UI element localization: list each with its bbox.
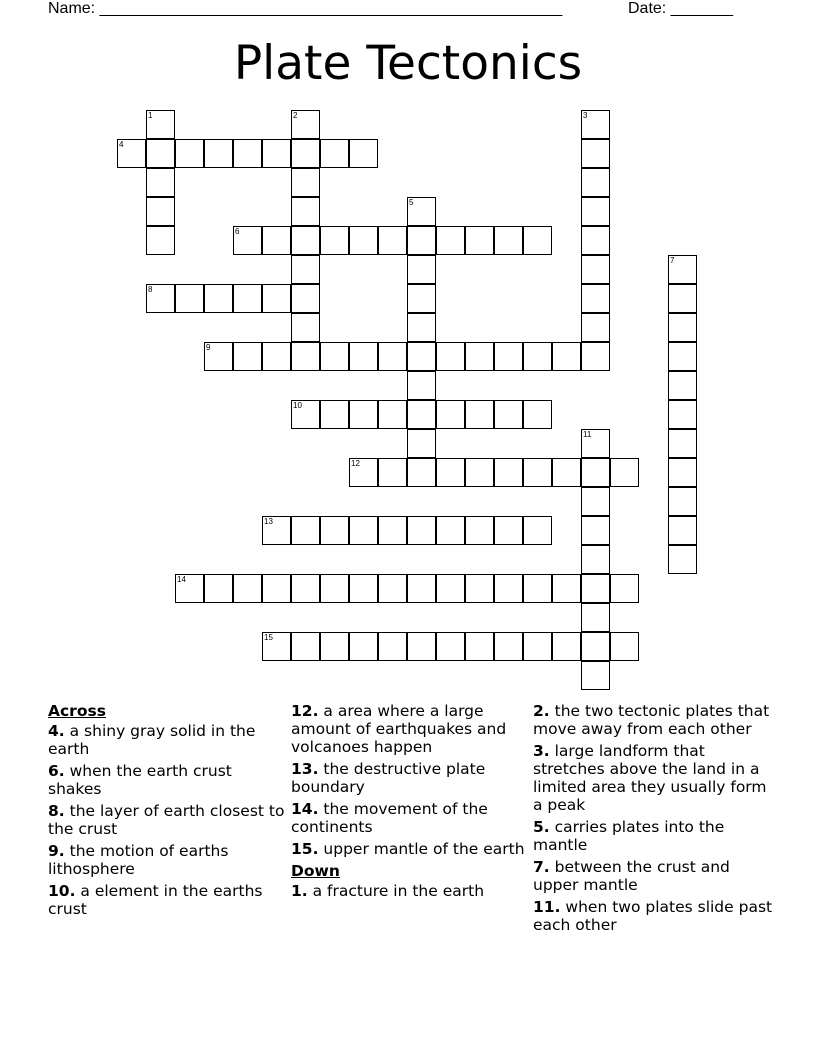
clue-down-11 [533,898,773,934]
clue-number: 10 [293,401,302,410]
crossword-cell[interactable] [407,313,436,342]
header [48,0,733,18]
crossword-cell[interactable] [581,603,610,632]
crossword-cell[interactable] [494,226,523,255]
clue-number: 11. [533,898,561,916]
crossword-cell[interactable] [291,342,320,371]
crossword-cell[interactable] [291,139,320,168]
crossword-cell[interactable] [581,487,610,516]
crossword-cell[interactable] [436,342,465,371]
crossword-cell[interactable] [320,139,349,168]
crossword-cell[interactable] [349,139,378,168]
crossword-cell[interactable] [378,632,407,661]
crossword-cell[interactable] [233,284,262,313]
crossword-cell[interactable] [378,342,407,371]
crossword-cell[interactable] [494,632,523,661]
crossword-cell[interactable] [291,226,320,255]
crossword-cell[interactable] [407,371,436,400]
clue-number: 7. [533,858,550,876]
crossword-cell[interactable] [436,574,465,603]
name-field[interactable]: Name: ____________________________________________________ [48,0,563,17]
crossword-cell[interactable] [581,342,610,371]
crossword-cell[interactable] [291,632,320,661]
clue-text: a shiny gray solid in the earth [48,722,256,758]
date-field[interactable]: Date: _______ [628,0,733,17]
clue-text: a fracture in the earth [312,882,485,900]
clues-column-3 [533,702,773,938]
crossword-cell[interactable] [581,255,610,284]
clue-down-7 [533,858,773,894]
crossword-cell[interactable] [407,284,436,313]
crossword-cell[interactable] [523,632,552,661]
crossword-cell[interactable] [494,458,523,487]
crossword-cell[interactable] [465,458,494,487]
crossword-cell[interactable] [668,313,697,342]
crossword-cell[interactable] [465,226,494,255]
crossword-cell[interactable] [291,168,320,197]
crossword-cell[interactable] [523,226,552,255]
crossword-cell[interactable] [146,168,175,197]
clue-number: 12. [291,702,319,720]
crossword-cell[interactable] [407,400,436,429]
crossword-cell[interactable] [523,516,552,545]
crossword-cell[interactable] [581,226,610,255]
clues-column-1 [48,702,286,922]
clue-across-4 [48,722,286,758]
crossword-cell[interactable] [668,284,697,313]
crossword-cell[interactable] [465,400,494,429]
clues-column-2 [291,702,529,904]
crossword-cell[interactable] [552,574,581,603]
clue-across-15 [291,840,529,858]
clue-down-3 [533,742,773,814]
clue-down-5 [533,818,773,854]
clue-number: 13 [264,517,273,526]
clue-text: large landform that stretches above the land in a limited area they usually form a peak [533,742,767,814]
crossword-cell[interactable] [436,632,465,661]
crossword-cell[interactable] [320,632,349,661]
crossword-cell[interactable] [262,574,291,603]
clue-number: 3 [583,111,588,120]
crossword-cell[interactable] [320,400,349,429]
crossword-cell[interactable] [233,139,262,168]
crossword-cell[interactable] [407,574,436,603]
crossword-cell[interactable] [407,226,436,255]
clue-across-8 [48,802,286,838]
crossword-cell[interactable] [146,197,175,226]
clue-number: 7 [670,256,675,265]
clue-number: 13. [291,760,319,778]
crossword-cell[interactable] [204,284,233,313]
crossword-cell[interactable] [523,400,552,429]
crossword-cell[interactable] [668,371,697,400]
clue-number: 12 [351,459,360,468]
clue-text: a area where a large amount of earthquakes and volcanoes happen [291,702,507,756]
clue-text: when the earth crust shakes [48,762,232,798]
clue-down-1 [291,882,529,900]
clue-number: 1 [148,111,153,120]
clue-number: 10. [48,882,76,900]
clue-number: 3. [533,742,550,760]
clue-text: carries plates into the mantle [533,818,725,854]
clue-text: upper mantle of the earth [323,840,525,858]
crossword-cell[interactable] [581,632,610,661]
crossword-cell[interactable] [320,574,349,603]
clue-across-9 [48,842,286,878]
crossword-cell[interactable] [349,632,378,661]
crossword-cell[interactable] [610,632,639,661]
crossword-cell[interactable] [465,632,494,661]
clue-number: 9 [206,343,211,352]
crossword-cell[interactable] [291,313,320,342]
crossword-cell[interactable] [407,458,436,487]
clue-number: 4 [119,140,124,149]
crossword-cell[interactable] [668,400,697,429]
crossword-cell[interactable] [581,458,610,487]
crossword-cell[interactable] [291,574,320,603]
crossword-cell[interactable] [494,574,523,603]
clue-number: 15. [291,840,319,858]
crossword-cell[interactable] [581,313,610,342]
crossword-cell[interactable] [378,400,407,429]
clue-number: 5 [409,198,414,207]
crossword-cell[interactable] [581,284,610,313]
crossword-cell[interactable] [349,400,378,429]
crossword-cell[interactable] [175,139,204,168]
clue-number: 1. [291,882,308,900]
crossword-cell[interactable] [175,284,204,313]
crossword-cell[interactable] [436,458,465,487]
clue-text: the movement of the continents [291,800,488,836]
crossword-cell[interactable] [291,255,320,284]
down-heading: Down [291,862,340,880]
clue-across-13 [291,760,529,796]
crossword-cell[interactable] [262,342,291,371]
clue-across-12 [291,702,529,756]
crossword-cell[interactable] [436,400,465,429]
crossword-cell[interactable] [610,458,639,487]
crossword-cell[interactable] [407,429,436,458]
crossword-cell[interactable] [668,342,697,371]
page-title: Plate Tectonics [233,36,583,91]
crossword-cell[interactable] [146,139,175,168]
crossword-cell[interactable] [436,516,465,545]
clue-number: 8 [148,285,153,294]
crossword-cell[interactable] [204,139,233,168]
clue-number: 5. [533,818,550,836]
clue-number: 9. [48,842,65,860]
crossword-cell[interactable] [581,516,610,545]
clue-text: the motion of earths lithosphere [48,842,229,878]
crossword-cell[interactable] [581,661,610,690]
clue-text: when two plates slide past each other [533,898,773,934]
crossword-cell[interactable] [291,284,320,313]
crossword-cell[interactable] [523,342,552,371]
crossword-cell[interactable] [552,458,581,487]
across-heading: Across [48,702,106,720]
crossword-cell[interactable] [407,632,436,661]
crossword-cell[interactable] [349,516,378,545]
crossword-cell[interactable] [465,342,494,371]
crossword-cell[interactable] [581,574,610,603]
crossword-cell[interactable] [291,197,320,226]
clue-number: 4. [48,722,65,740]
clue-number: 8. [48,802,65,820]
crossword-cell[interactable] [349,574,378,603]
crossword-cell[interactable] [581,139,610,168]
clue-across-14 [291,800,529,836]
crossword-cell[interactable] [581,545,610,574]
crossword-cell[interactable] [523,574,552,603]
clue-number: 11 [583,430,592,439]
crossword-cell[interactable] [465,574,494,603]
crossword-cell[interactable] [523,458,552,487]
clue-text: between the crust and upper mantle [533,858,730,894]
crossword-cell[interactable] [378,458,407,487]
crossword-cell[interactable] [465,516,494,545]
clue-text: a element in the earths crust [48,882,263,918]
crossword-cell[interactable] [378,574,407,603]
clue-across-10 [48,882,286,918]
crossword-cell[interactable] [349,342,378,371]
crossword-cell[interactable] [581,197,610,226]
crossword-cell[interactable] [262,284,291,313]
clue-number: 14 [177,575,186,584]
crossword-cell[interactable] [436,226,465,255]
clue-number: 14. [291,800,319,818]
crossword-cell[interactable] [378,516,407,545]
crossword-cell[interactable] [407,516,436,545]
crossword-cell[interactable] [204,574,233,603]
crossword-cell[interactable] [378,226,407,255]
crossword-cell[interactable] [668,429,697,458]
crossword-cell[interactable] [262,139,291,168]
crossword-cell[interactable] [552,632,581,661]
crossword-cell[interactable] [494,342,523,371]
crossword-cell[interactable] [552,342,581,371]
clue-number: 15 [264,633,273,642]
crossword-cell[interactable] [494,516,523,545]
crossword-cell[interactable] [407,255,436,284]
crossword-cell[interactable] [407,342,436,371]
crossword-cell[interactable] [291,516,320,545]
crossword-cell[interactable] [320,226,349,255]
crossword-cell[interactable] [262,226,291,255]
crossword-cell[interactable] [668,487,697,516]
crossword-cell[interactable] [610,574,639,603]
crossword-cell[interactable] [233,342,262,371]
clue-number: 2 [293,111,298,120]
clue-number: 6. [48,762,65,780]
clue-text: the layer of earth closest to the crust [48,802,285,838]
crossword-cell[interactable] [581,168,610,197]
crossword-cell[interactable] [349,226,378,255]
clue-down-2 [533,702,773,738]
crossword-cell[interactable] [494,400,523,429]
crossword-cell[interactable] [233,574,262,603]
crossword-cell[interactable] [146,226,175,255]
clue-text: the two tectonic plates that move away from each other [533,702,770,738]
clue-number: 6 [235,227,240,236]
crossword-cell[interactable] [320,342,349,371]
clue-number: 2. [533,702,550,720]
crossword-cell[interactable] [668,545,697,574]
crossword-cell[interactable] [320,516,349,545]
crossword-cell[interactable] [668,458,697,487]
clue-text: the destructive plate boundary [291,760,486,796]
crossword-cell[interactable] [668,516,697,545]
clue-across-6 [48,762,286,798]
